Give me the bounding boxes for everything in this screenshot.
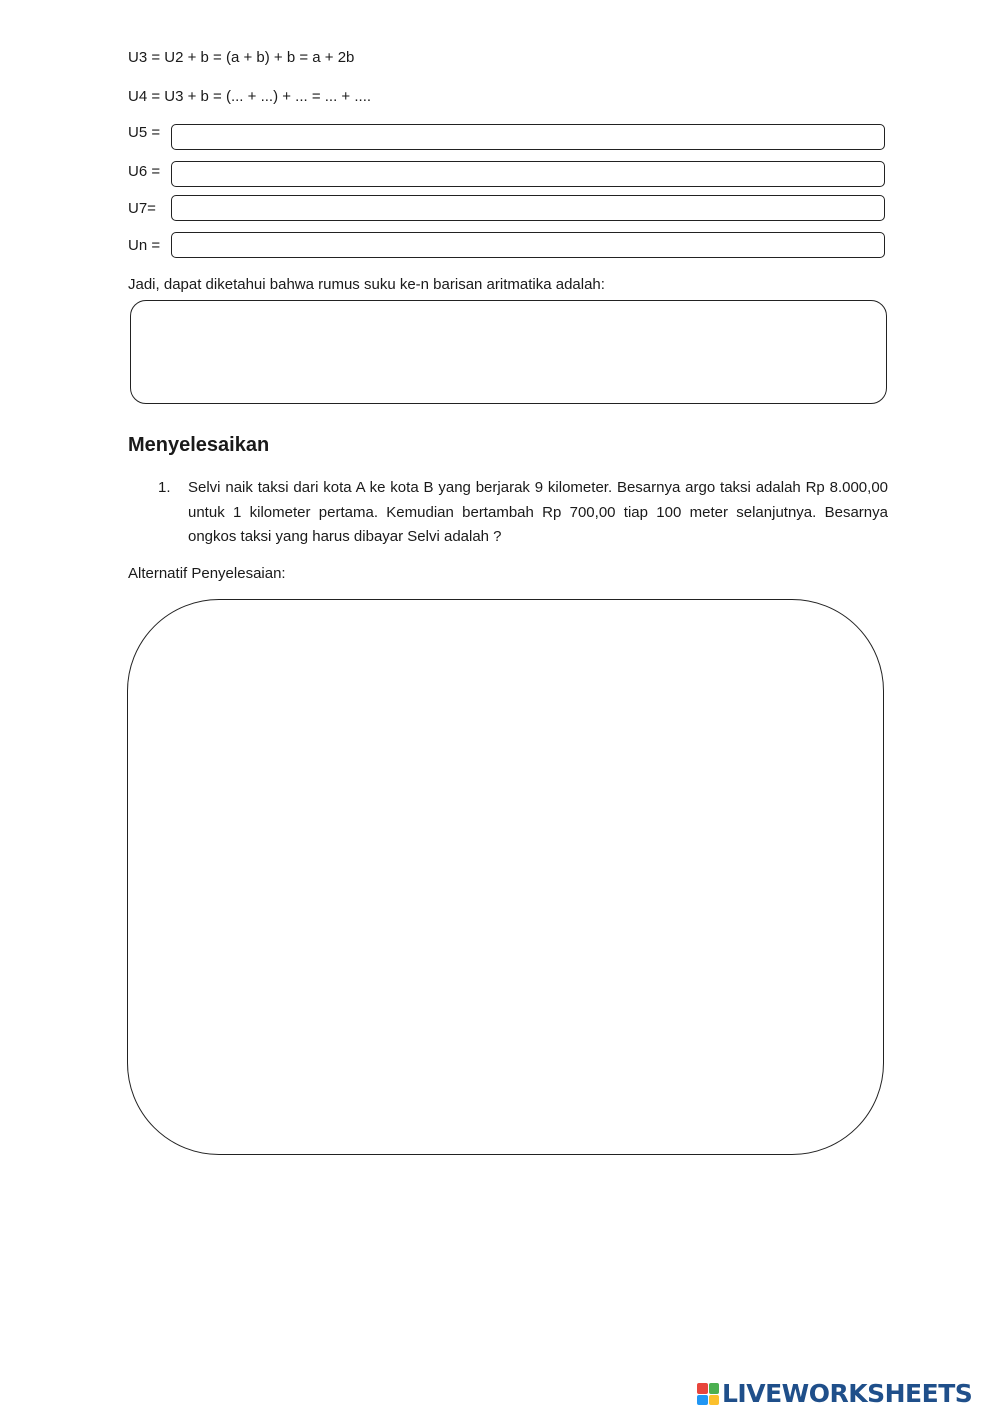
section-heading: Menyelesaikan (128, 434, 270, 456)
problem-item (158, 476, 888, 550)
conclusion-text: Jadi, dapat diketahui bahwa rumus suku ke-n barisan aritmatika adalah: (128, 276, 605, 293)
problem-number: 1. (158, 479, 171, 496)
brand-name: LIVEWORKSHEETS (722, 1379, 973, 1408)
alternative-solution-label: Alternatif Penyelesaian: (128, 565, 286, 582)
u7-label: U7= (128, 200, 156, 217)
u5-answer-field[interactable] (171, 124, 885, 150)
un-answer-field[interactable] (171, 232, 885, 258)
u5-label: U5 = (128, 124, 161, 141)
problem-text: Selvi naik taksi dari kota A ke kota B yang berjarak 9 kilometer. Besarnya argo taksi adalah Rp 8.000,00 untuk 1 kilometer pertama. Kemudian bertambah Rp 700,00 tiap 100 meter selanjutnya. Besarnya ongkos taksi yang harus dibayar Selvi adalah ? (188, 479, 888, 545)
u6-answer-field[interactable] (171, 161, 885, 187)
un-label: Un = (128, 237, 161, 254)
u7-answer-field[interactable] (171, 195, 885, 221)
u6-label: U6 = (128, 163, 161, 180)
footer-logo (697, 1380, 972, 1408)
equation-u4: U4 = U3 + b = (... + ...) + ... = ... + .... (128, 88, 372, 105)
formula-answer-box[interactable] (130, 300, 887, 404)
liveworksheets-logo-icon (697, 1383, 719, 1405)
solution-answer-box[interactable] (127, 599, 884, 1155)
equation-u3: U3 = U2 + b = (a + b) + b = a + 2b (128, 49, 355, 66)
